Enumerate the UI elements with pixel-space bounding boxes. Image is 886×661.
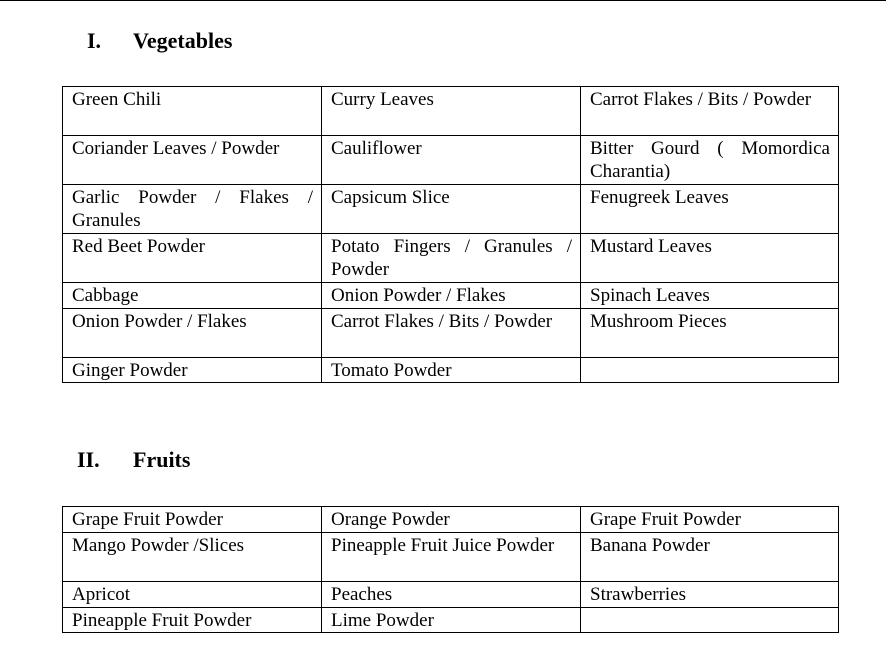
table-cell: Orange Powder [322, 507, 581, 533]
table-cell: Red Beet Powder [63, 234, 322, 283]
table-row [63, 185, 839, 234]
table-cell: Peaches [322, 582, 581, 608]
table-row [63, 507, 839, 533]
table-cell: Grape Fruit Powder [63, 507, 322, 533]
vegetables-table [62, 86, 839, 383]
table-cell [581, 608, 839, 633]
table-cell: Spinach Leaves [581, 283, 839, 309]
vegetables-heading [87, 30, 232, 52]
table-cell: Garlic Powder / Flakes / Granules [63, 185, 322, 234]
table-cell: Bitter Gourd ( Momordica Charantia) [581, 136, 839, 185]
fruits-table [62, 506, 839, 633]
table-cell: Cabbage [63, 283, 322, 309]
table-cell: Carrot Flakes / Bits / Powder [322, 309, 581, 358]
table-cell: Strawberries [581, 582, 839, 608]
table-cell: Coriander Leaves / Powder [63, 136, 322, 185]
table-row [63, 87, 839, 136]
table-cell: Apricot [63, 582, 322, 608]
table-cell: Fenugreek Leaves [581, 185, 839, 234]
table-cell: Mango Powder /Slices [63, 533, 322, 582]
table-cell: Lime Powder [322, 608, 581, 633]
table-cell: Mushroom Pieces [581, 309, 839, 358]
table-cell: Pineapple Fruit Juice Powder [322, 533, 581, 582]
table-row [63, 608, 839, 633]
table-cell [581, 358, 839, 383]
section-title: Fruits [133, 447, 191, 472]
table-cell: Capsicum Slice [322, 185, 581, 234]
table-cell: Curry Leaves [322, 87, 581, 136]
table-row [63, 358, 839, 383]
table-row [63, 136, 839, 185]
section-number: II. [77, 447, 100, 472]
top-rule [0, 0, 886, 1]
table-cell: Green Chili [63, 87, 322, 136]
table-cell: Mustard Leaves [581, 234, 839, 283]
table-cell: Banana Powder [581, 533, 839, 582]
table-row [63, 283, 839, 309]
table-cell: Potato Fingers / Granules / Powder [322, 234, 581, 283]
table-cell: Onion Powder / Flakes [322, 283, 581, 309]
table-row [63, 582, 839, 608]
table-row [63, 234, 839, 283]
table-cell: Onion Powder / Flakes [63, 309, 322, 358]
section-title: Vegetables [133, 28, 233, 53]
table-cell: Carrot Flakes / Bits / Powder [581, 87, 839, 136]
table-cell: Grape Fruit Powder [581, 507, 839, 533]
table-cell: Pineapple Fruit Powder [63, 608, 322, 633]
table-row [63, 533, 839, 582]
section-number: I. [87, 28, 102, 53]
table-row [63, 309, 839, 358]
fruits-heading [77, 449, 190, 471]
table-cell: Ginger Powder [63, 358, 322, 383]
table-cell: Tomato Powder [322, 358, 581, 383]
table-cell: Cauliflower [322, 136, 581, 185]
